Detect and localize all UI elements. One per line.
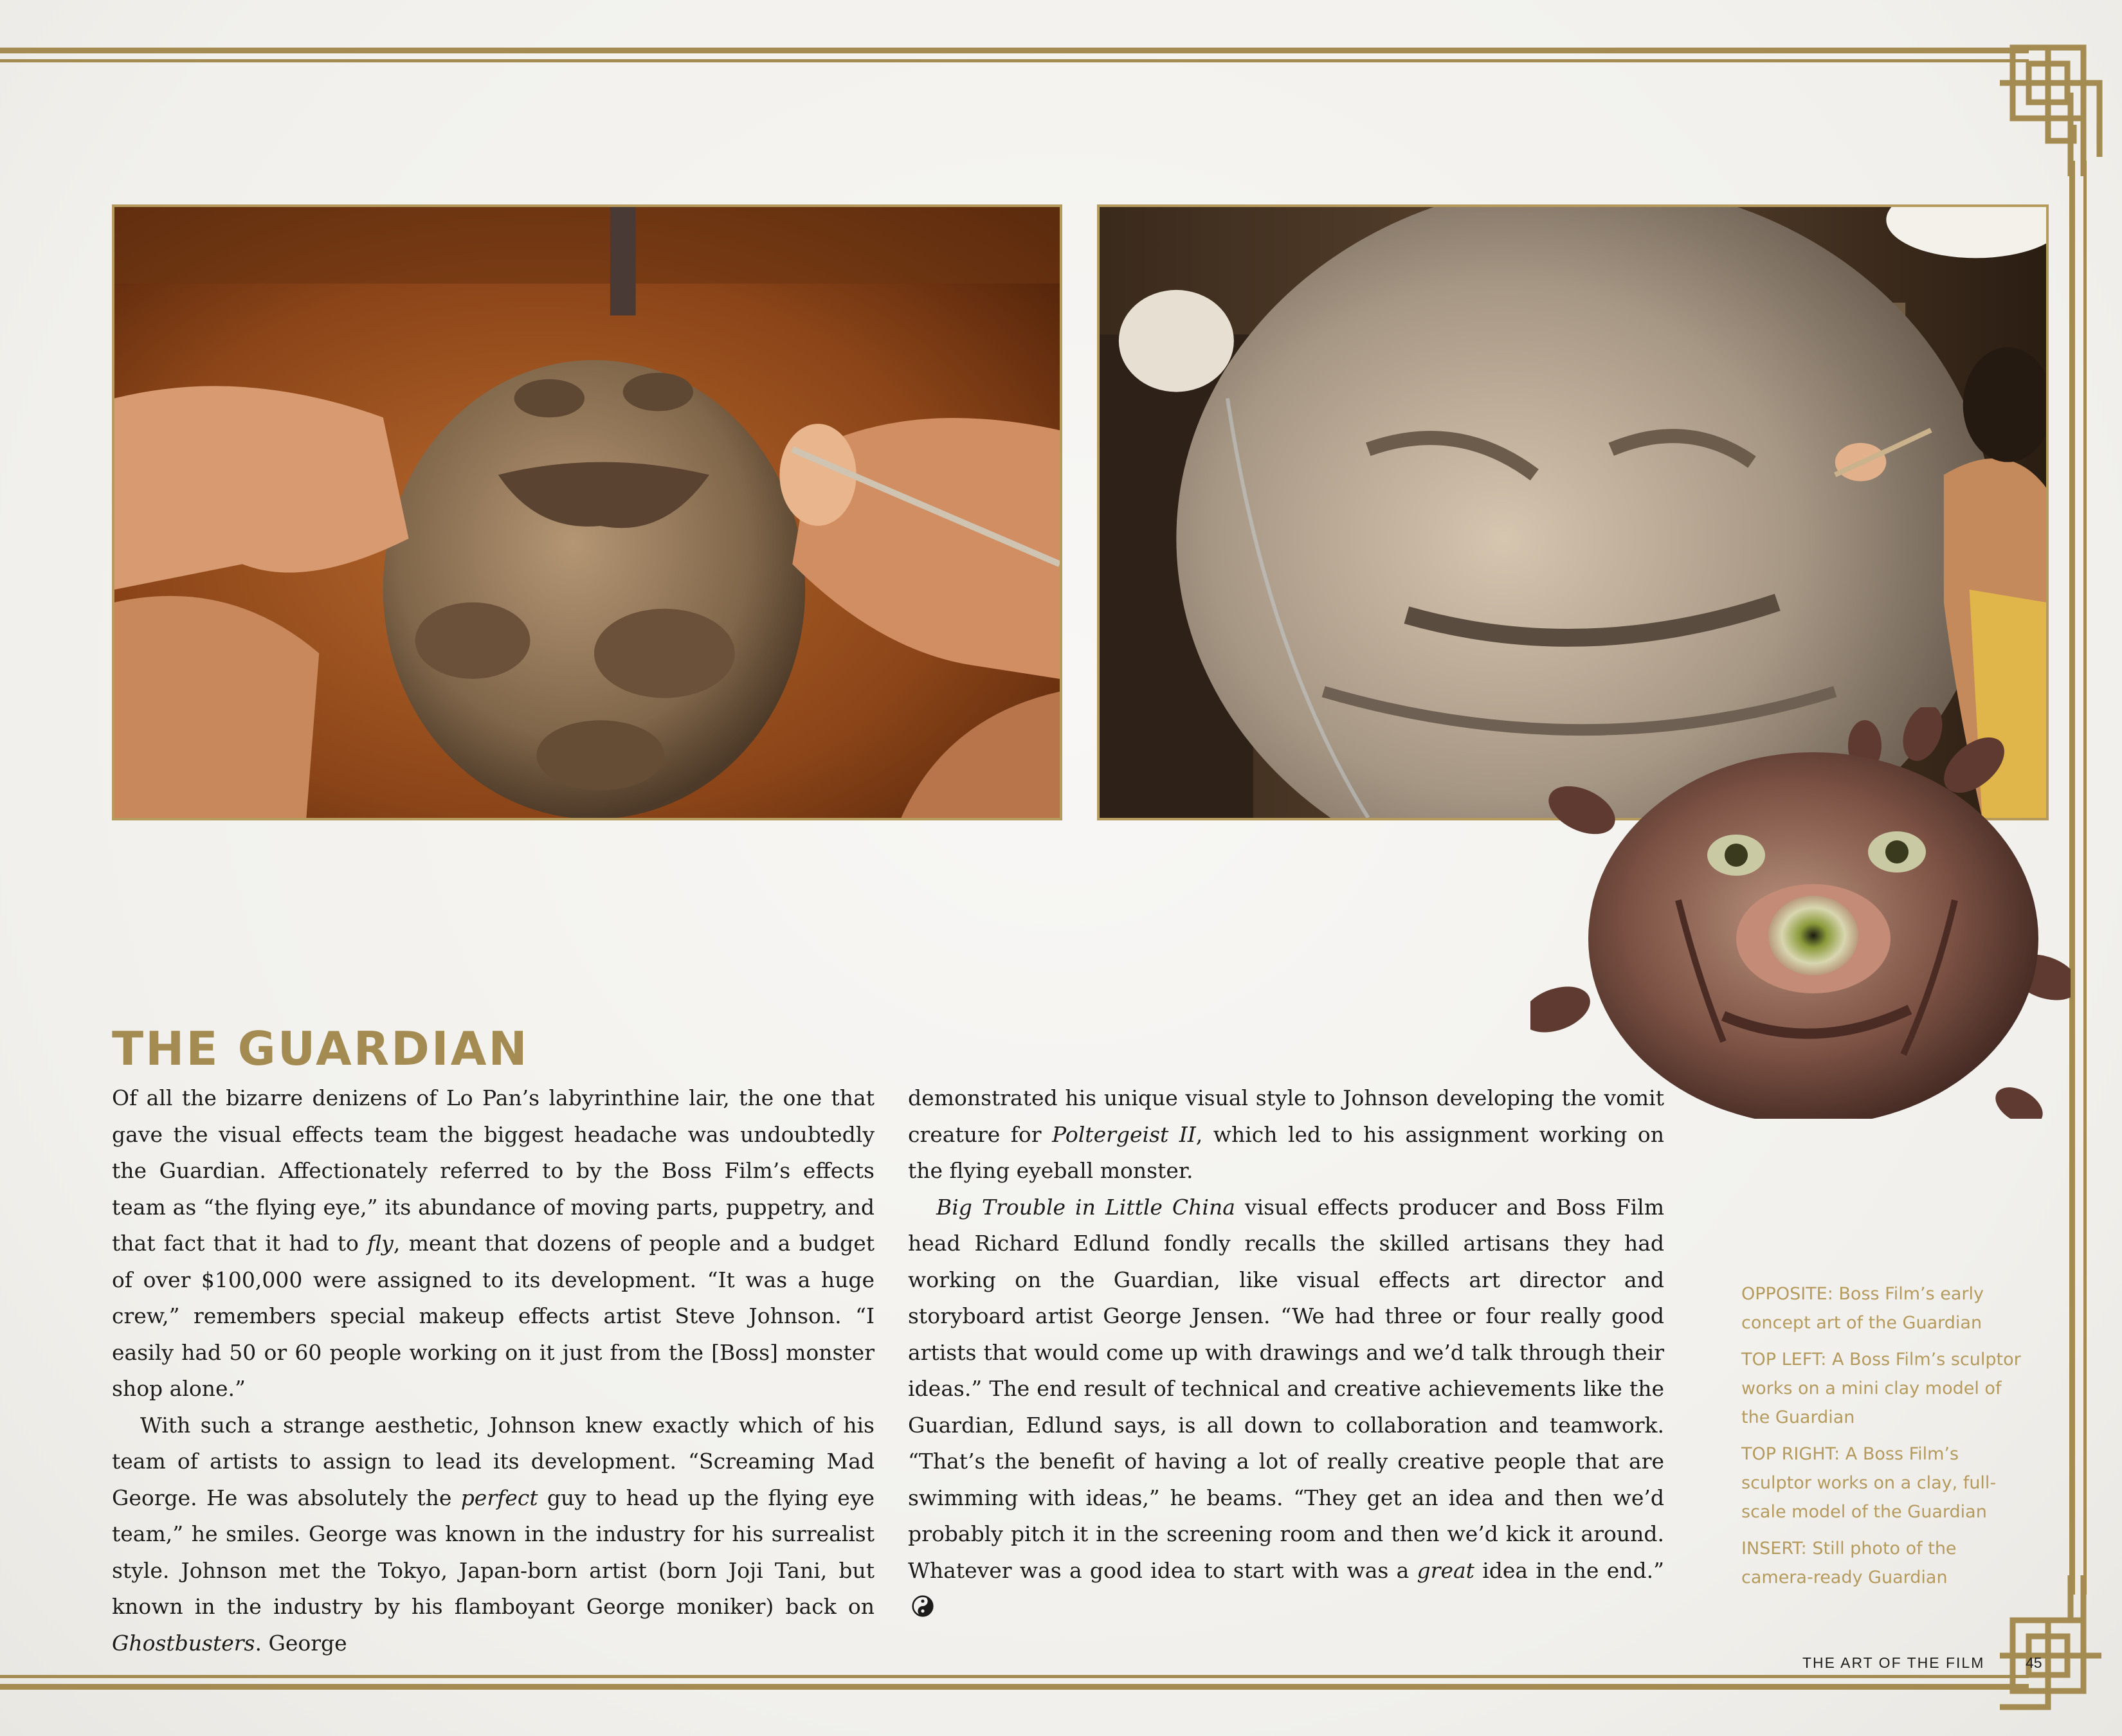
- body-paragraph: Of all the bizarre denizens of Lo Pan’s labyrinthine lair, the one that gave the visual effects team the biggest headache was undoubtedly the Guardian. Affectionately referred to by the Boss Film’s effects team as “the flying eye,” its abundance of moving parts, puppetry, and that fact that it had to fly, meant that dozens of people and a budget of over $100,000 were assigned to its development. “It was a huge crew,” remembers special makeup effects artist Steve Johnson. “I easily had 50 or 60 people working on it just from the [Boss] monster shop alone.”: [112, 1085, 875, 1401]
- top-border-rule-thin: [0, 59, 2029, 62]
- running-footer-title: THE ART OF THE FILM: [1802, 1654, 1985, 1671]
- photo-captions: [1741, 1279, 2024, 1600]
- top-border-rule: [0, 48, 2029, 53]
- caption-top-right: TOP RIGHT: A Boss Film’s sculptor works on a clay, full-scale model of the Guardian: [1741, 1444, 1997, 1522]
- body-column-left: [112, 1080, 875, 1661]
- body-paragraph: Big Trouble in Little China visual effects producer and Boss Film head Richard Edlund fondly recalls the skilled artisans they had working on the Guardian, like visual effects art director and storyboard artist George Jensen. “We had three or four really good artists that would come up with drawings and we’d talk through their ideas.” The end result of technical and creative achievements like the Guardian, Edlund says, is all down to collaboration and teamwork. “That’s the benefit of having a lot of really creative people that are swimming with ideas,” he beams. “They get an idea and then we’d probably pitch it in the screening room and then we’d kick it around. Whatever was a good idea to start with was a great idea in the end.”: [908, 1189, 1664, 1625]
- caption-opposite: OPPOSITE: Boss Film’s early concept art of the Guardian: [1741, 1284, 1984, 1333]
- bottom-border-rule: [0, 1684, 2029, 1690]
- body-column-right: [908, 1080, 1664, 1625]
- caption-top-left: TOP LEFT: A Boss Film’s sculptor works on a mini clay model of the Guardian: [1741, 1350, 2021, 1427]
- insert-camera-ready-guardian: [1530, 707, 2071, 1119]
- body-paragraph: demonstrated his unique visual style to Johnson developing the vomit creature for Poltergeist II, which led to his assignment working on the flying eyeball monster.: [908, 1085, 1664, 1183]
- right-border-rule-thin: [2083, 161, 2087, 1595]
- body-paragraph: With such a strange aesthetic, Johnson knew exactly which of his team of artists to assign to lead its development. “Screaming Mad George. He was absolutely the perfect guy to head up the flying eye team,” he smiles. George was known in the industry for his surrealist style. Johnson met the Tokyo, Japan-born artist (born Joji Tani, but known in the industry by his flamboyant George moniker) back on Ghostbusters. George: [112, 1412, 875, 1656]
- caption-insert: INSERT: Still photo of the camera-ready Guardian: [1741, 1539, 1957, 1587]
- page-number: 45: [2026, 1654, 2042, 1671]
- photo-mini-clay-model: [112, 204, 1062, 820]
- yin-yang-icon: [912, 1595, 934, 1617]
- chinese-knot-icon: [1987, 28, 2109, 176]
- page-title: THE GUARDIAN: [112, 1022, 529, 1076]
- bottom-border-rule-thin: [0, 1675, 2029, 1678]
